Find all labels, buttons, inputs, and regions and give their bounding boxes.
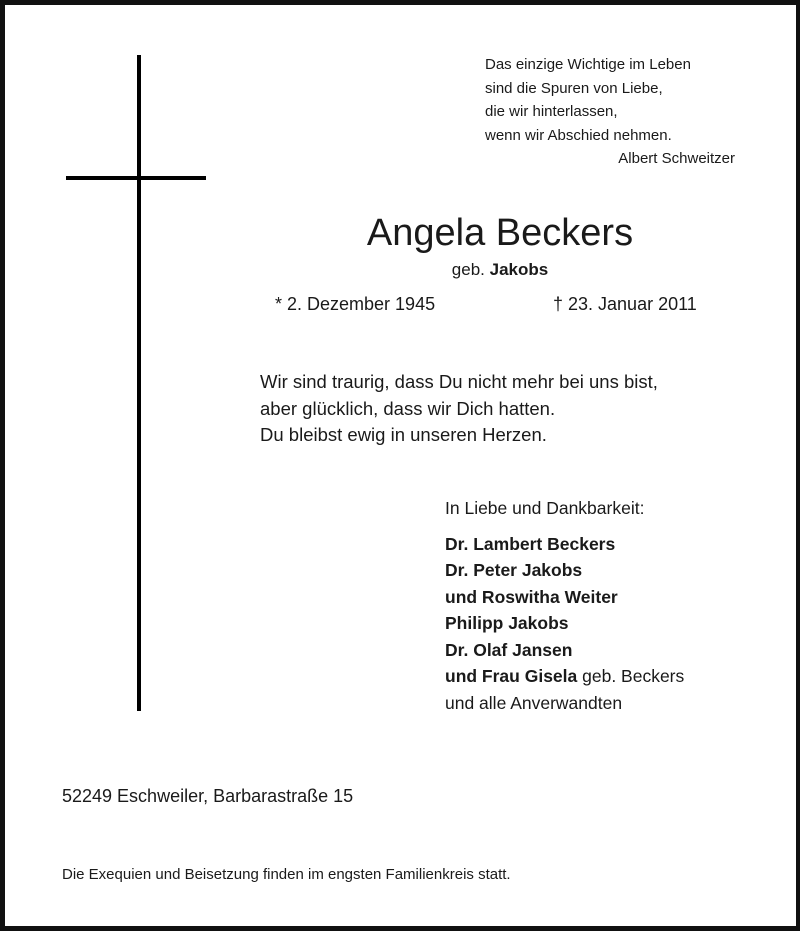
death-date: † 23. Januar 2011 xyxy=(553,294,697,314)
birth-date: * 2. Dezember 1945 xyxy=(275,294,436,314)
mourner-name: Dr. Lambert Beckers xyxy=(445,533,616,554)
mourner-gisela-name: und Frau Gisela xyxy=(445,666,578,686)
verse-line: Du bleibst ewig in unseren Herzen. xyxy=(260,424,547,445)
mourner-gisela xyxy=(445,663,684,690)
mourner-name: und Roswitha Weiter xyxy=(445,586,618,607)
maiden-surname: Jakobs xyxy=(489,260,549,279)
verse-line: Wir sind traurig, dass Du nicht mehr bei uns bist, xyxy=(260,371,658,392)
cross-vertical-beam xyxy=(137,55,141,711)
mourners-closing: und alle Anverwandten xyxy=(445,692,623,713)
maiden-name xyxy=(255,258,745,282)
quote-line: wenn wir Abschied nehmen. xyxy=(485,126,672,144)
quote-line: Das einzige Wichtige im Leben xyxy=(485,56,691,73)
mourner-name: Dr. Peter Jakobs xyxy=(445,560,583,580)
mourners-block xyxy=(445,495,684,716)
quote-block xyxy=(485,53,745,171)
mourner-gisela-maiden: geb. Beckers xyxy=(582,666,685,686)
cross-horizontal-beam xyxy=(66,176,206,180)
quote-line: die wir hinterlassen, xyxy=(485,103,618,120)
verse-block xyxy=(260,369,658,449)
deceased-name: Angela Beckers xyxy=(366,212,634,254)
mourner-name: Dr. Olaf Jansen xyxy=(445,639,573,660)
funeral-notice: Die Exequien und Beisetzung finden im engsten Familienkreis statt. xyxy=(62,866,511,883)
quote-line: sind die Spuren von Liebe, xyxy=(485,79,663,97)
quote-author: Albert Schweitzer xyxy=(618,150,735,167)
mourner-name: Philipp Jakobs xyxy=(445,613,569,633)
verse-line: aber glücklich, dass wir Dich hatten. xyxy=(260,397,556,419)
family-address: 52249 Eschweiler, Barbarastraße 15 xyxy=(62,786,354,806)
mourners-intro: In Liebe und Dankbarkeit: xyxy=(445,498,645,518)
maiden-prefix: geb. xyxy=(451,260,485,279)
